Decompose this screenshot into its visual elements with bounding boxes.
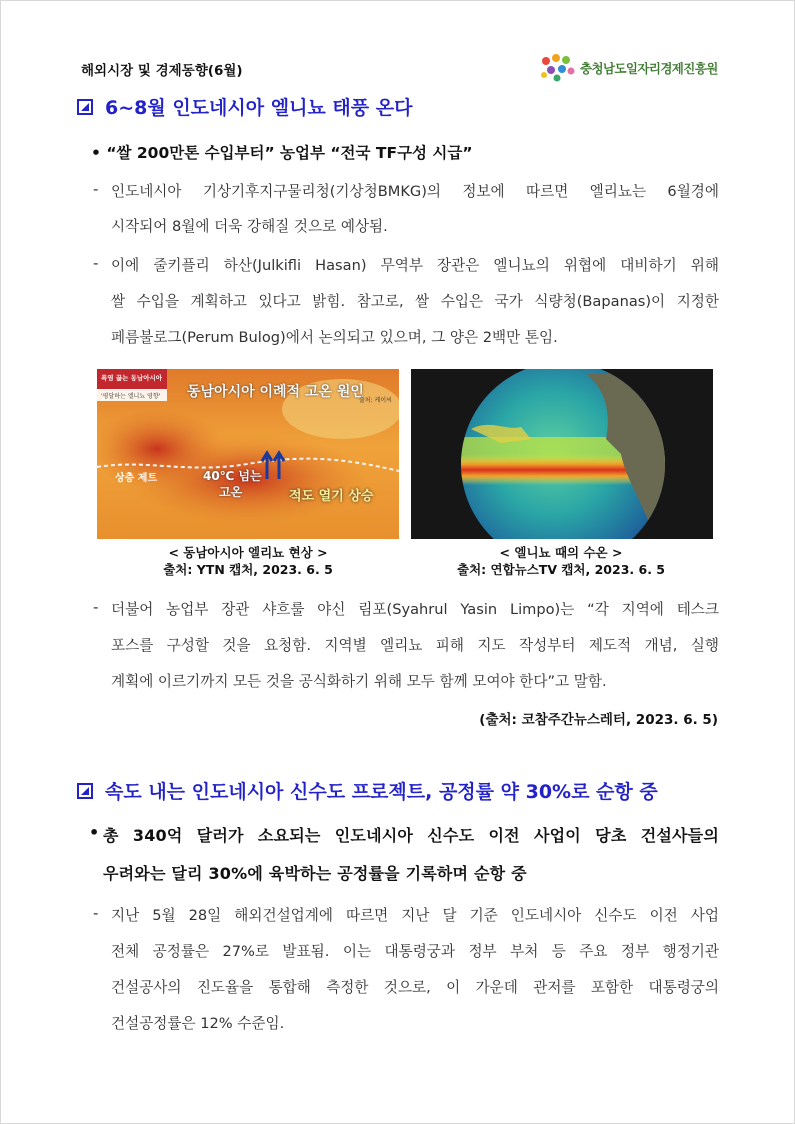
logo-text: 충청남도일자리경제진흥원 xyxy=(580,61,718,76)
section-1-title xyxy=(77,93,412,120)
section-1-bullet xyxy=(91,141,473,163)
temp-label-2: 고온 xyxy=(219,485,243,499)
heat-label: 적도 열기 상승 xyxy=(289,489,374,504)
section-2-title-text: 속도 내는 인도네시아 신수도 프로젝트, 공정률 약 30%로 순항 중 xyxy=(105,781,658,803)
section-2-bullet-line: 우려와는 달리 30%에 육박하는 공정률을 기록하며 순항 중 xyxy=(103,864,527,883)
paragraph-line: 건설공사의 진도율을 통합해 측정한 것으로, 이 가운데 관저를 포함한 대통령궁의 xyxy=(111,979,719,996)
paragraph-line: 지난 5월 28일 해외건설업계에 따르면 지난 달 기준 인도네시아 신수도 이전 사업 xyxy=(111,907,719,924)
section-1-source: (출처: 코참주간뉴스레터, 2023. 6. 5) xyxy=(479,712,718,728)
heatwave-map-image xyxy=(97,369,399,539)
figure-left-source: 출처: YTN 캡처, 2023. 6. 5 xyxy=(163,562,333,577)
logo-people-icon xyxy=(538,53,578,83)
paragraph-line: 시작되어 8월에 더욱 강해질 것으로 예상됨. xyxy=(111,218,388,235)
badge-line-1: 폭염 끓는 동남아시아 xyxy=(101,374,163,382)
header-title: 해외시장 및 경제동향(6월) xyxy=(81,63,243,79)
figure-right-caption: < 엘니뇨 때의 수온 > xyxy=(499,545,623,560)
section-2-bullet-line: 총 340억 달러가 소요되는 인도네시아 신수도 이전 사업이 당초 건설사들의 xyxy=(103,826,719,845)
paragraph-line: 페름불로그(Perum Bulog)에서 논의되고 있으며, 그 양은 2백만 톤임. xyxy=(111,329,558,346)
globe-graphic xyxy=(411,369,713,539)
overlay-title: 동남아시아 이례적 고온 원인 xyxy=(187,384,364,400)
bullet-symbol: • xyxy=(91,144,101,162)
dash-marker: - xyxy=(93,598,99,616)
dash-marker: - xyxy=(93,254,99,272)
dash-marker: - xyxy=(93,180,99,198)
paragraph-line: 전체 공정률은 27%로 발표됨. 이는 대통령궁과 정부 부처 등 주요 정부 행정기관 xyxy=(111,943,719,960)
badge-line-2: '평달하는 엘니뇨 영향' xyxy=(101,393,161,400)
paragraph-line: 더불어 농업부 장관 샤흐룰 야신 림포(Syahrul Yasin Limpo)는 “각 지역에 테스크 xyxy=(111,601,719,618)
section-1-bullet-text: “쌀 200만톤 수입부터” 농업부 “전국 TF구성 시급” xyxy=(106,144,473,162)
temp-label-1: 40℃ 넘는 xyxy=(203,469,262,483)
paragraph-line: 포스를 구성할 것을 요청함. 지역별 엘리뇨 피해 지도 작성부터 제도적 개념, 실행 xyxy=(111,637,719,654)
paragraph-line: 쌀 수입을 계획하고 있다고 밝힘. 참고로, 쌀 수입은 국가 식량청(Bapanas)이 지정한 xyxy=(111,293,719,310)
paragraph-line: 이에 줄키플리 하산(Julkifli Hasan) 무역부 장관은 엘니뇨의 위협에 대비하기 위해 xyxy=(111,257,719,274)
section-square-icon xyxy=(77,99,93,115)
org-logo xyxy=(538,53,718,83)
figure-right-source: 출처: 연합뉴스TV 캡처, 2023. 6. 5 xyxy=(457,562,665,577)
paragraph-line: 계획에 이르기까지 모든 것을 공식화하기 위해 모두 함께 모여야 한다”고 말함. xyxy=(111,673,607,690)
jet-label: 상층 제트 xyxy=(115,473,158,484)
ocean-temperature-globe-image xyxy=(411,369,713,539)
paragraph-line: 건설공정률은 12% 수준임. xyxy=(111,1015,285,1032)
paragraph-line: 인도네시아 기상기후지구물리청(기상청BMKG)의 정보에 따르면 엘리뇨는 6월경에 xyxy=(111,183,719,200)
section-square-icon xyxy=(77,783,93,799)
bullet-symbol: • xyxy=(89,823,100,842)
overlay-corner: 출처: 케이씨 xyxy=(359,397,392,404)
section-1-title-text: 6~8월 인도네시아 엘니뇨 태풍 온다 xyxy=(105,97,413,119)
figure-left-caption: < 동남아시아 엘리뇨 현상 > xyxy=(168,545,328,560)
section-2-title xyxy=(77,777,658,804)
dash-marker: - xyxy=(93,904,99,922)
